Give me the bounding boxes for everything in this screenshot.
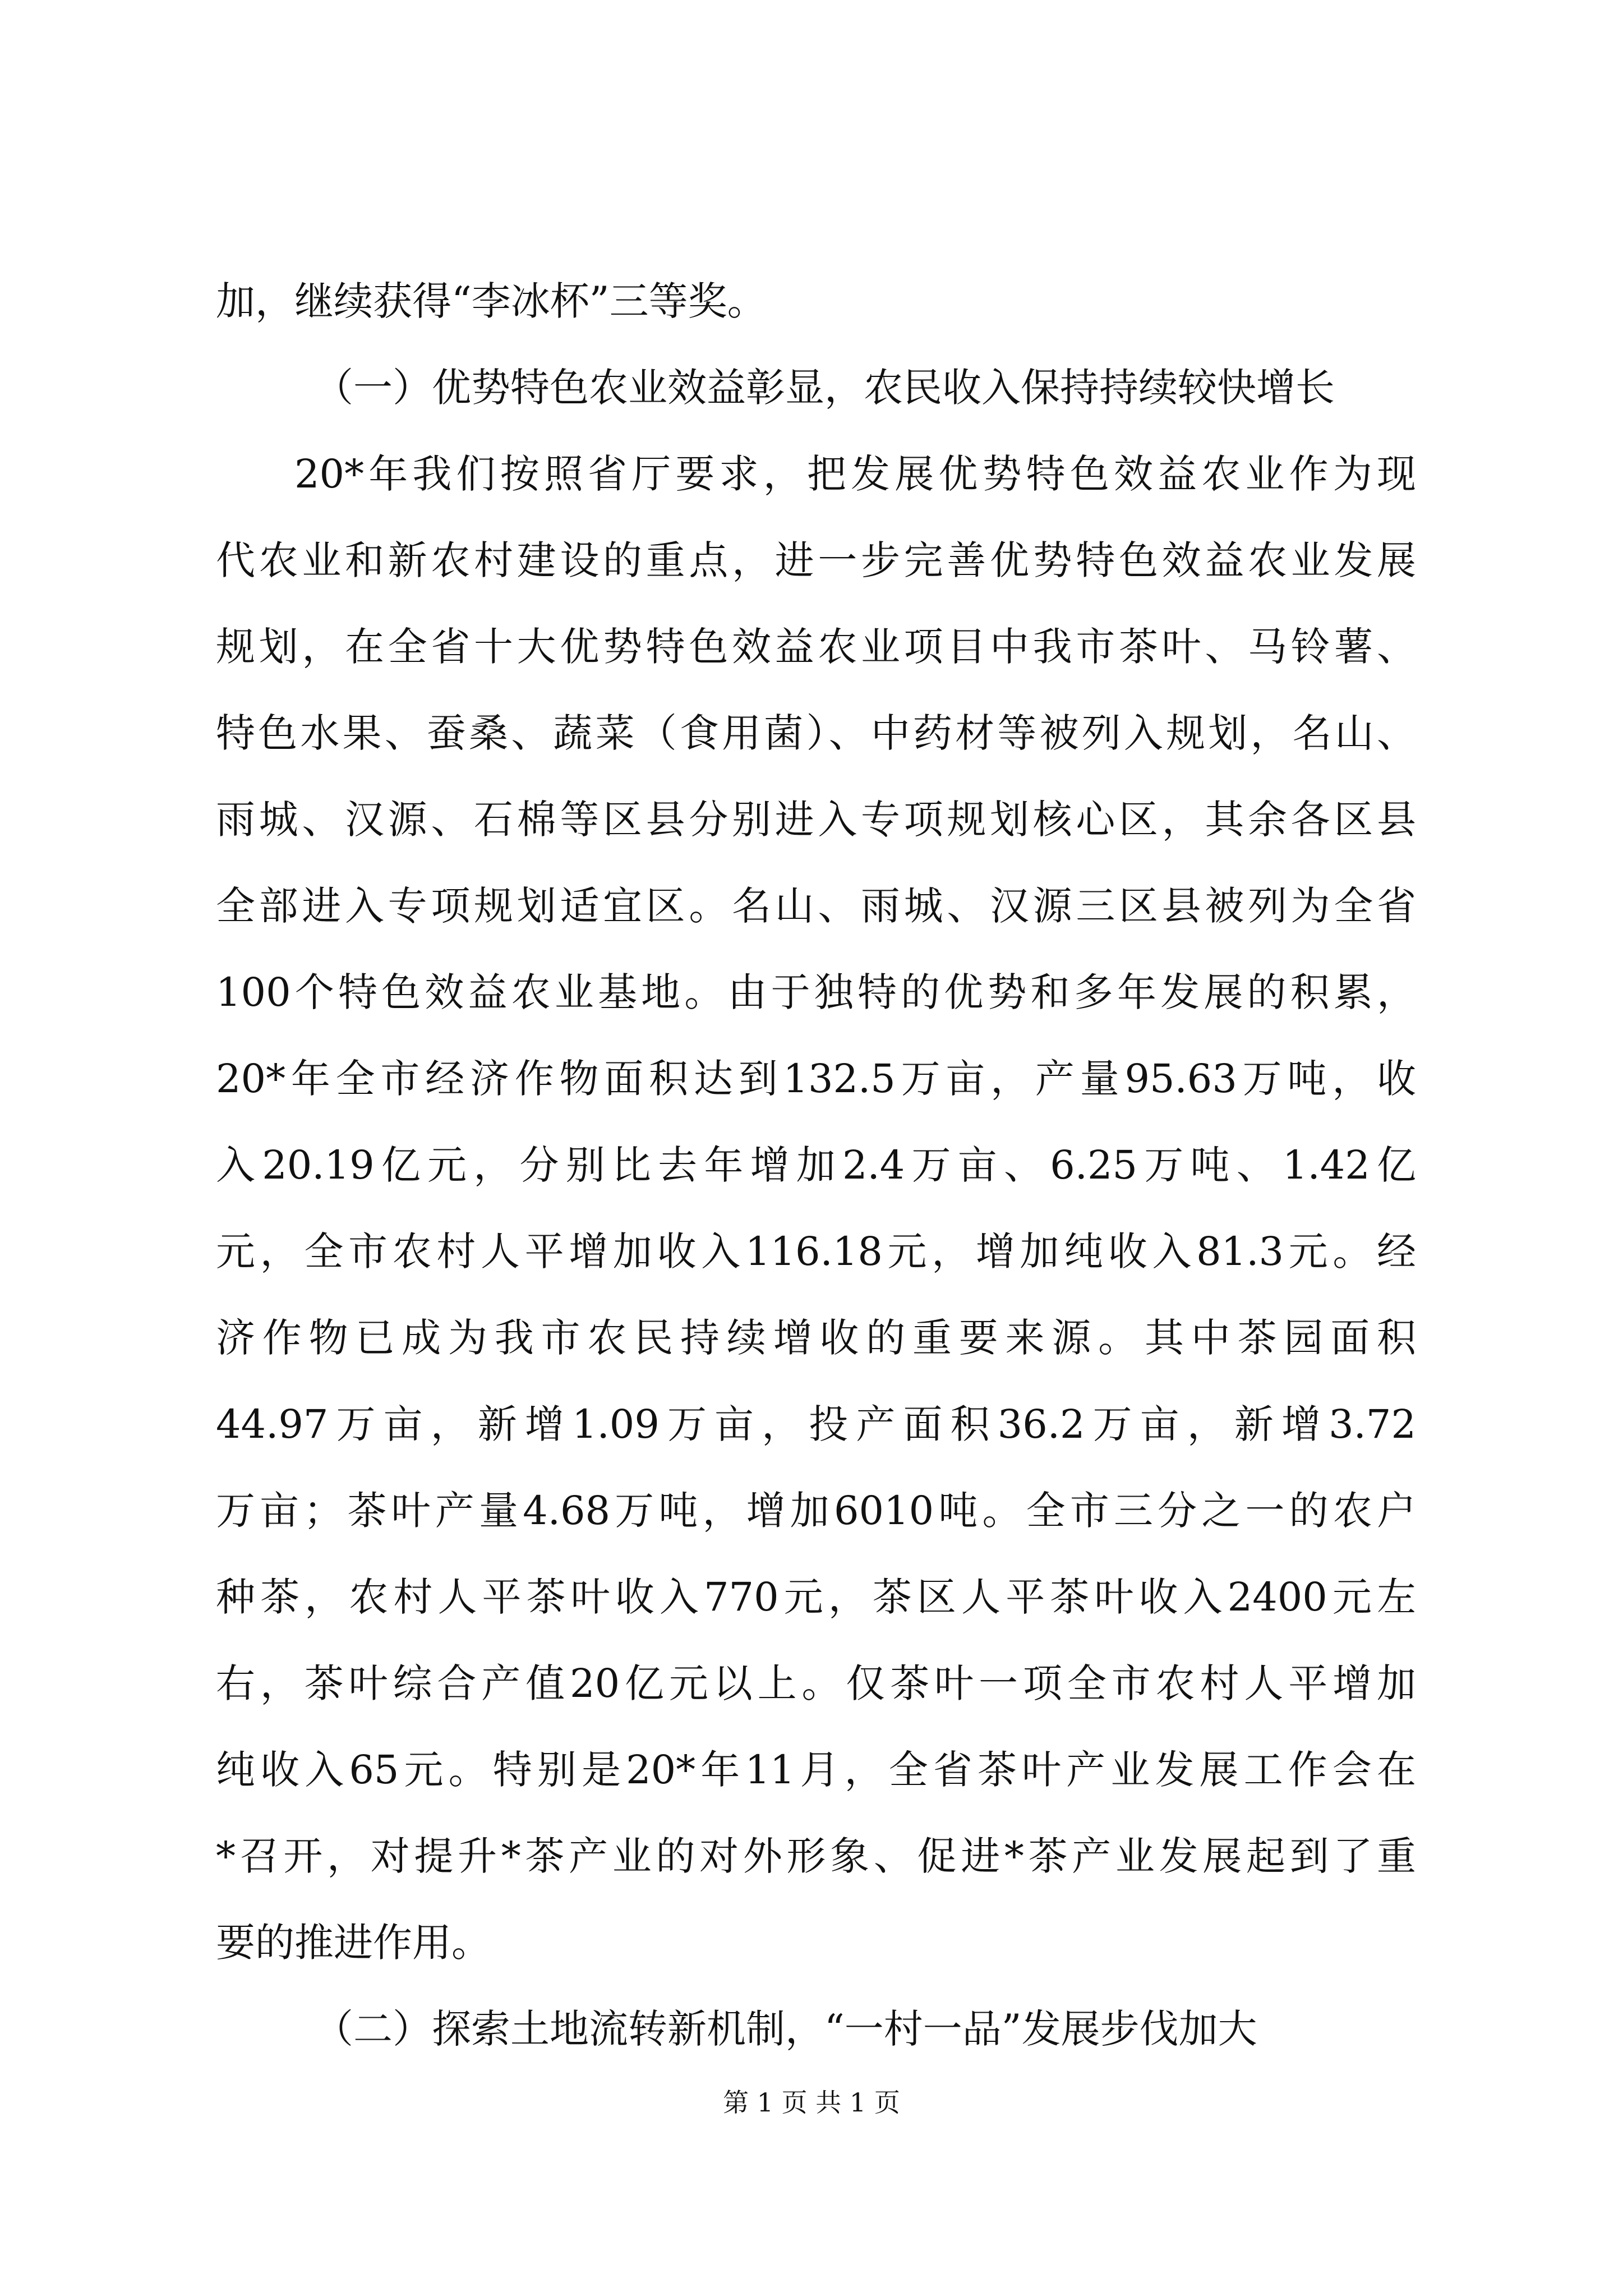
paragraph-line: 规划，在全省十大优势特色效益农业项目中我市茶叶、马铃薯、 [216,624,1416,670]
paragraph-line: 入20.19亿元，分别比去年增加2.4万亩、6.25万吨、1.42亿 [216,1142,1416,1188]
paragraph-line: 雨城、汉源、石棉等区县分别进入专项规划核心区，其余各区县 [216,797,1416,843]
paragraph-line: 特色水果、蚕桑、蔬菜（食用菌）、中药材等被列入规划，名山、 [216,710,1416,756]
paragraph-line: 20*年我们按照省厅要求，把发展优势特色效益农业作为现 [294,451,1416,497]
paragraph-line: *召开，对提升*茶产业的对外形象、促进*茶产业发展起到了重 [216,1833,1416,1879]
paragraph-line: 100个特色效益农业基地。由于独特的优势和多年发展的积累， [216,969,1416,1015]
paragraph-line: 种茶，农村人平茶叶收入770元，茶区人平茶叶收入2400元左 [216,1574,1416,1620]
paragraph-line: 要的推进作用。 [216,1920,491,1966]
paragraph-line: 代农业和新农村建设的重点，进一步完善优势特色效益农业发展 [216,537,1416,583]
paragraph-line: 20*年全市经济作物面积达到132.5万亩，产量95.63万吨，收 [216,1056,1416,1102]
paragraph-line: 44.97万亩，新增1.09万亩，投产面积36.2万亩，新增3.72 [216,1401,1416,1447]
section-heading-1: （一）优势特色农业效益彰显，农民收入保持持续较快增长 [314,365,1335,411]
paragraph-line: 万亩；茶叶产量4.68万吨，增加6010吨。全市三分之一的农户 [216,1488,1416,1534]
paragraph-line: 加，继续获得“李冰杯”三等奖。 [216,278,767,324]
paragraph-line: 全部进入专项规划适宜区。名山、雨城、汉源三区县被列为全省 [216,883,1416,929]
document-body [216,258,1416,2072]
paragraph-line: 纯收入65元。特别是20*年11月，全省茶叶产业发展工作会在 [216,1747,1416,1793]
page-footer [0,2086,1623,2119]
paragraph-line: 济作物已成为我市农民持续增收的重要来源。其中茶园面积 [216,1315,1416,1361]
paragraph-line: 右，茶叶综合产值20亿元以上。仅茶叶一项全市农村人平增加 [216,1660,1416,1706]
section-heading-2: （二）探索土地流转新机制，“一村一品”发展步伐加大 [314,2006,1257,2052]
paragraph-line: 元，全市农村人平增加收入116.18元，增加纯收入81.3元。经 [216,1228,1416,1274]
page-number-label: 第 1 页 共 1 页 [723,2087,900,2118]
